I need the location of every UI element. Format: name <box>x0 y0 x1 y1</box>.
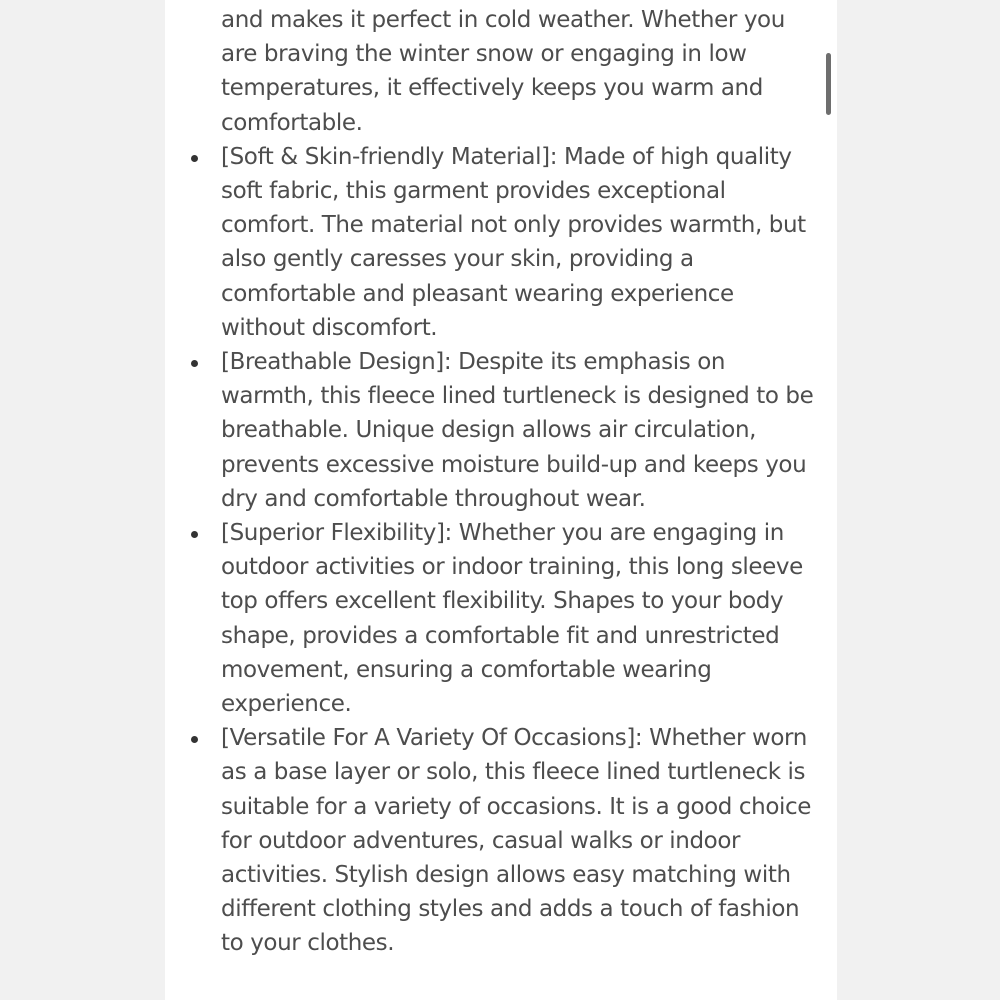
feature-text: [Versatile For A Variety Of Occasions]: Whether worn as a base layer or solo, this fleece lined turtleneck is suitable for a variety of occasions. It is a good choice for outdoor adventures, casual walks or indoor activities. Stylish design allows easy matching with different clothing styles and adds a touch of fashion to your clothes. <box>221 725 811 957</box>
feature-text: [Superior Flexibility]: Whether you are engaging in outdoor activities or indoor training, this long sleeve top offers excellent flexibility. Shapes to your body shape, provides a comfortable fit and unrestricted movement, ensuring a comfortable wearing experience. <box>221 520 803 718</box>
product-description-panel <box>165 0 837 1000</box>
scrollbar-thumb[interactable] <box>826 53 831 115</box>
feature-list <box>165 140 837 961</box>
bullet-icon <box>191 736 198 743</box>
feature-text: [Soft & Skin-friendly Material]: Made of high quality soft fabric, this garment provides exceptional comfort. The material not only provides warmth, but also gently caresses your skin, providing a comfortable and pleasant wearing experience without discomfort. <box>221 143 806 341</box>
description-lead-text: and makes it perfect in cold weather. Whether you are braving the winter snow or engaging in low temperatures, it effectively keeps you warm and comfortable. <box>221 7 785 136</box>
list-item <box>221 140 817 345</box>
description-content <box>165 3 837 961</box>
bullet-icon <box>191 531 198 538</box>
list-item <box>221 345 817 516</box>
list-item <box>221 516 817 721</box>
bullet-icon <box>191 155 198 162</box>
bullet-icon <box>191 360 198 367</box>
list-item <box>221 721 817 960</box>
feature-text: [Breathable Design]: Despite its emphasis on warmth, this fleece lined turtleneck is designed to be breathable. Unique design allows air circulation, prevents excessive moisture build-up and keeps you dry and comfortable throughout wear. <box>221 349 814 512</box>
